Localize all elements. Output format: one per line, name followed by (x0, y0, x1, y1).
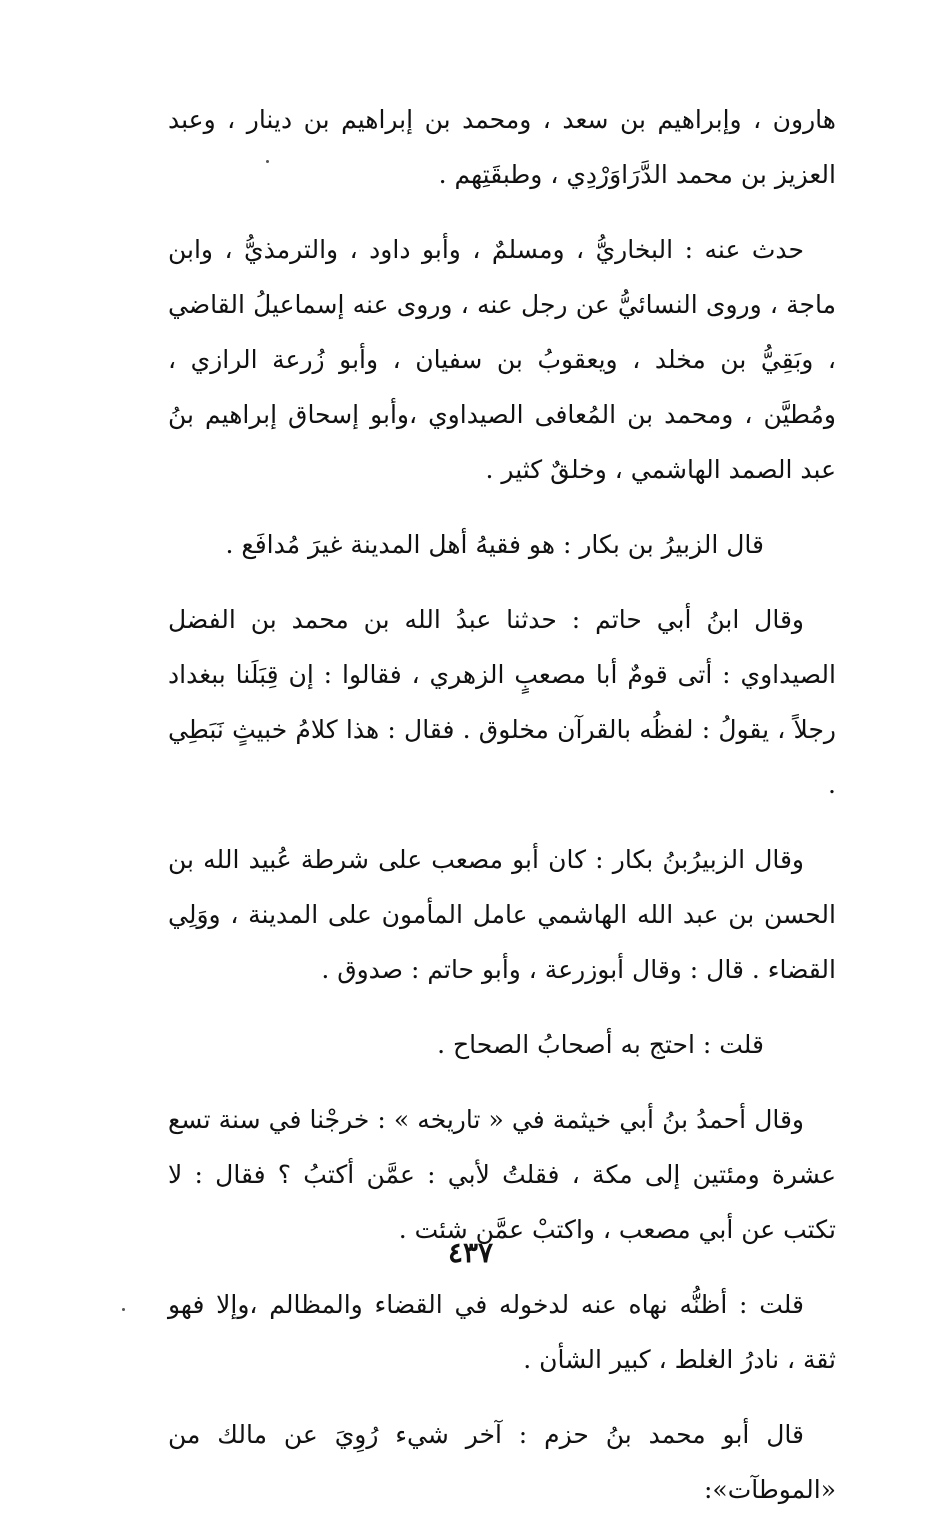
paragraph-narrators-list: هارون ، وإبراهيم بن سعد ، ومحمد بن إبراهيم بن دينار ، وعبد العزيز بن محمد الدَّرَاوَرْدِي ، وطبقَتِهم . (168, 105, 836, 189)
scan-speck (122, 1308, 125, 1311)
page-body (168, 92, 836, 1517)
paragraph-sahih-note: قلت : احتج به أصحابُ الصحاح . (437, 1030, 764, 1059)
paragraph-zubayr-quote: قال الزبيرُ بن بكار : هو فقيهُ أهل المدينة غيرَ مُدافَع . (225, 530, 764, 559)
paragraph-ibn-abi-khaythama: وقال أحمدُ بنُ أبي خيثمة في « تاريخه » : خرجْنا في سنة تسع عشرة ومئتين إلى مكة ، فقلتُ لأبي : عمَّن أكتبُ ؟ فقال : لا تكتب عن أبي مصعب ، واكتبْ عمَّن شئت . (168, 1105, 836, 1244)
paragraph-zubayr-judiciary: وقال الزبيرُبنُ بكار : كان أبو مصعب على شرطة عُبيد الله بن الحسن بن عبد الله الهاشمي عامل المأمون على المدينة ، ووَلِي القضاء . قال : وقال أبوزرعة ، وأبو حاتم : صدوق . (168, 845, 836, 984)
page-number: ٤٣٧ (447, 1236, 494, 1269)
paragraph-students: حدث عنه : البخاريُّ ، ومسلمٌ ، وأبو داود ، والترمذيُّ ، وابن ماجة ، وروى النسائيُّ عن رجل عنه ، وروى عنه إسماعيلُ القاضي ، وبَقِيُّ بن مخلد ، ويعقوبُ بن سفيان ، وأبو زُرعة الرازي ، ومُطيَّن ، ومحمد بن المُعافى الصيداوي ،وأبو إسحاق إبراهيم بنُ عبد الصمد الهاشمي ، وخلقٌ كثير . (168, 235, 836, 484)
paragraph-ibn-hazm: قال أبو محمد بنُ حزم : آخر شيء رُوِيَ عن مالك من «الموطآت»: (168, 1420, 836, 1504)
paragraph-ibn-abi-hatim: وقال ابنُ أبي حاتم : حدثنا عبدُ الله بن محمد بن الفضل الصيداوي : أتى قومٌ أبا مصعبٍ الزهري ، فقالوا : إن قِبَلَنا ببغداد رجلاً ، يقولُ : لفظُه بالقرآن مخلوق . فقال : هذا كلامُ خبيثٍ نَبَطِي . (168, 605, 836, 799)
paragraph-author-opinion: قلت : أظنُّه نهاه عنه لدخوله في القضاء والمظالم ،وإلا فهو ثقة ، نادرُ الغلط ، كبير الشأن . (168, 1290, 836, 1374)
scan-speck (266, 160, 269, 163)
